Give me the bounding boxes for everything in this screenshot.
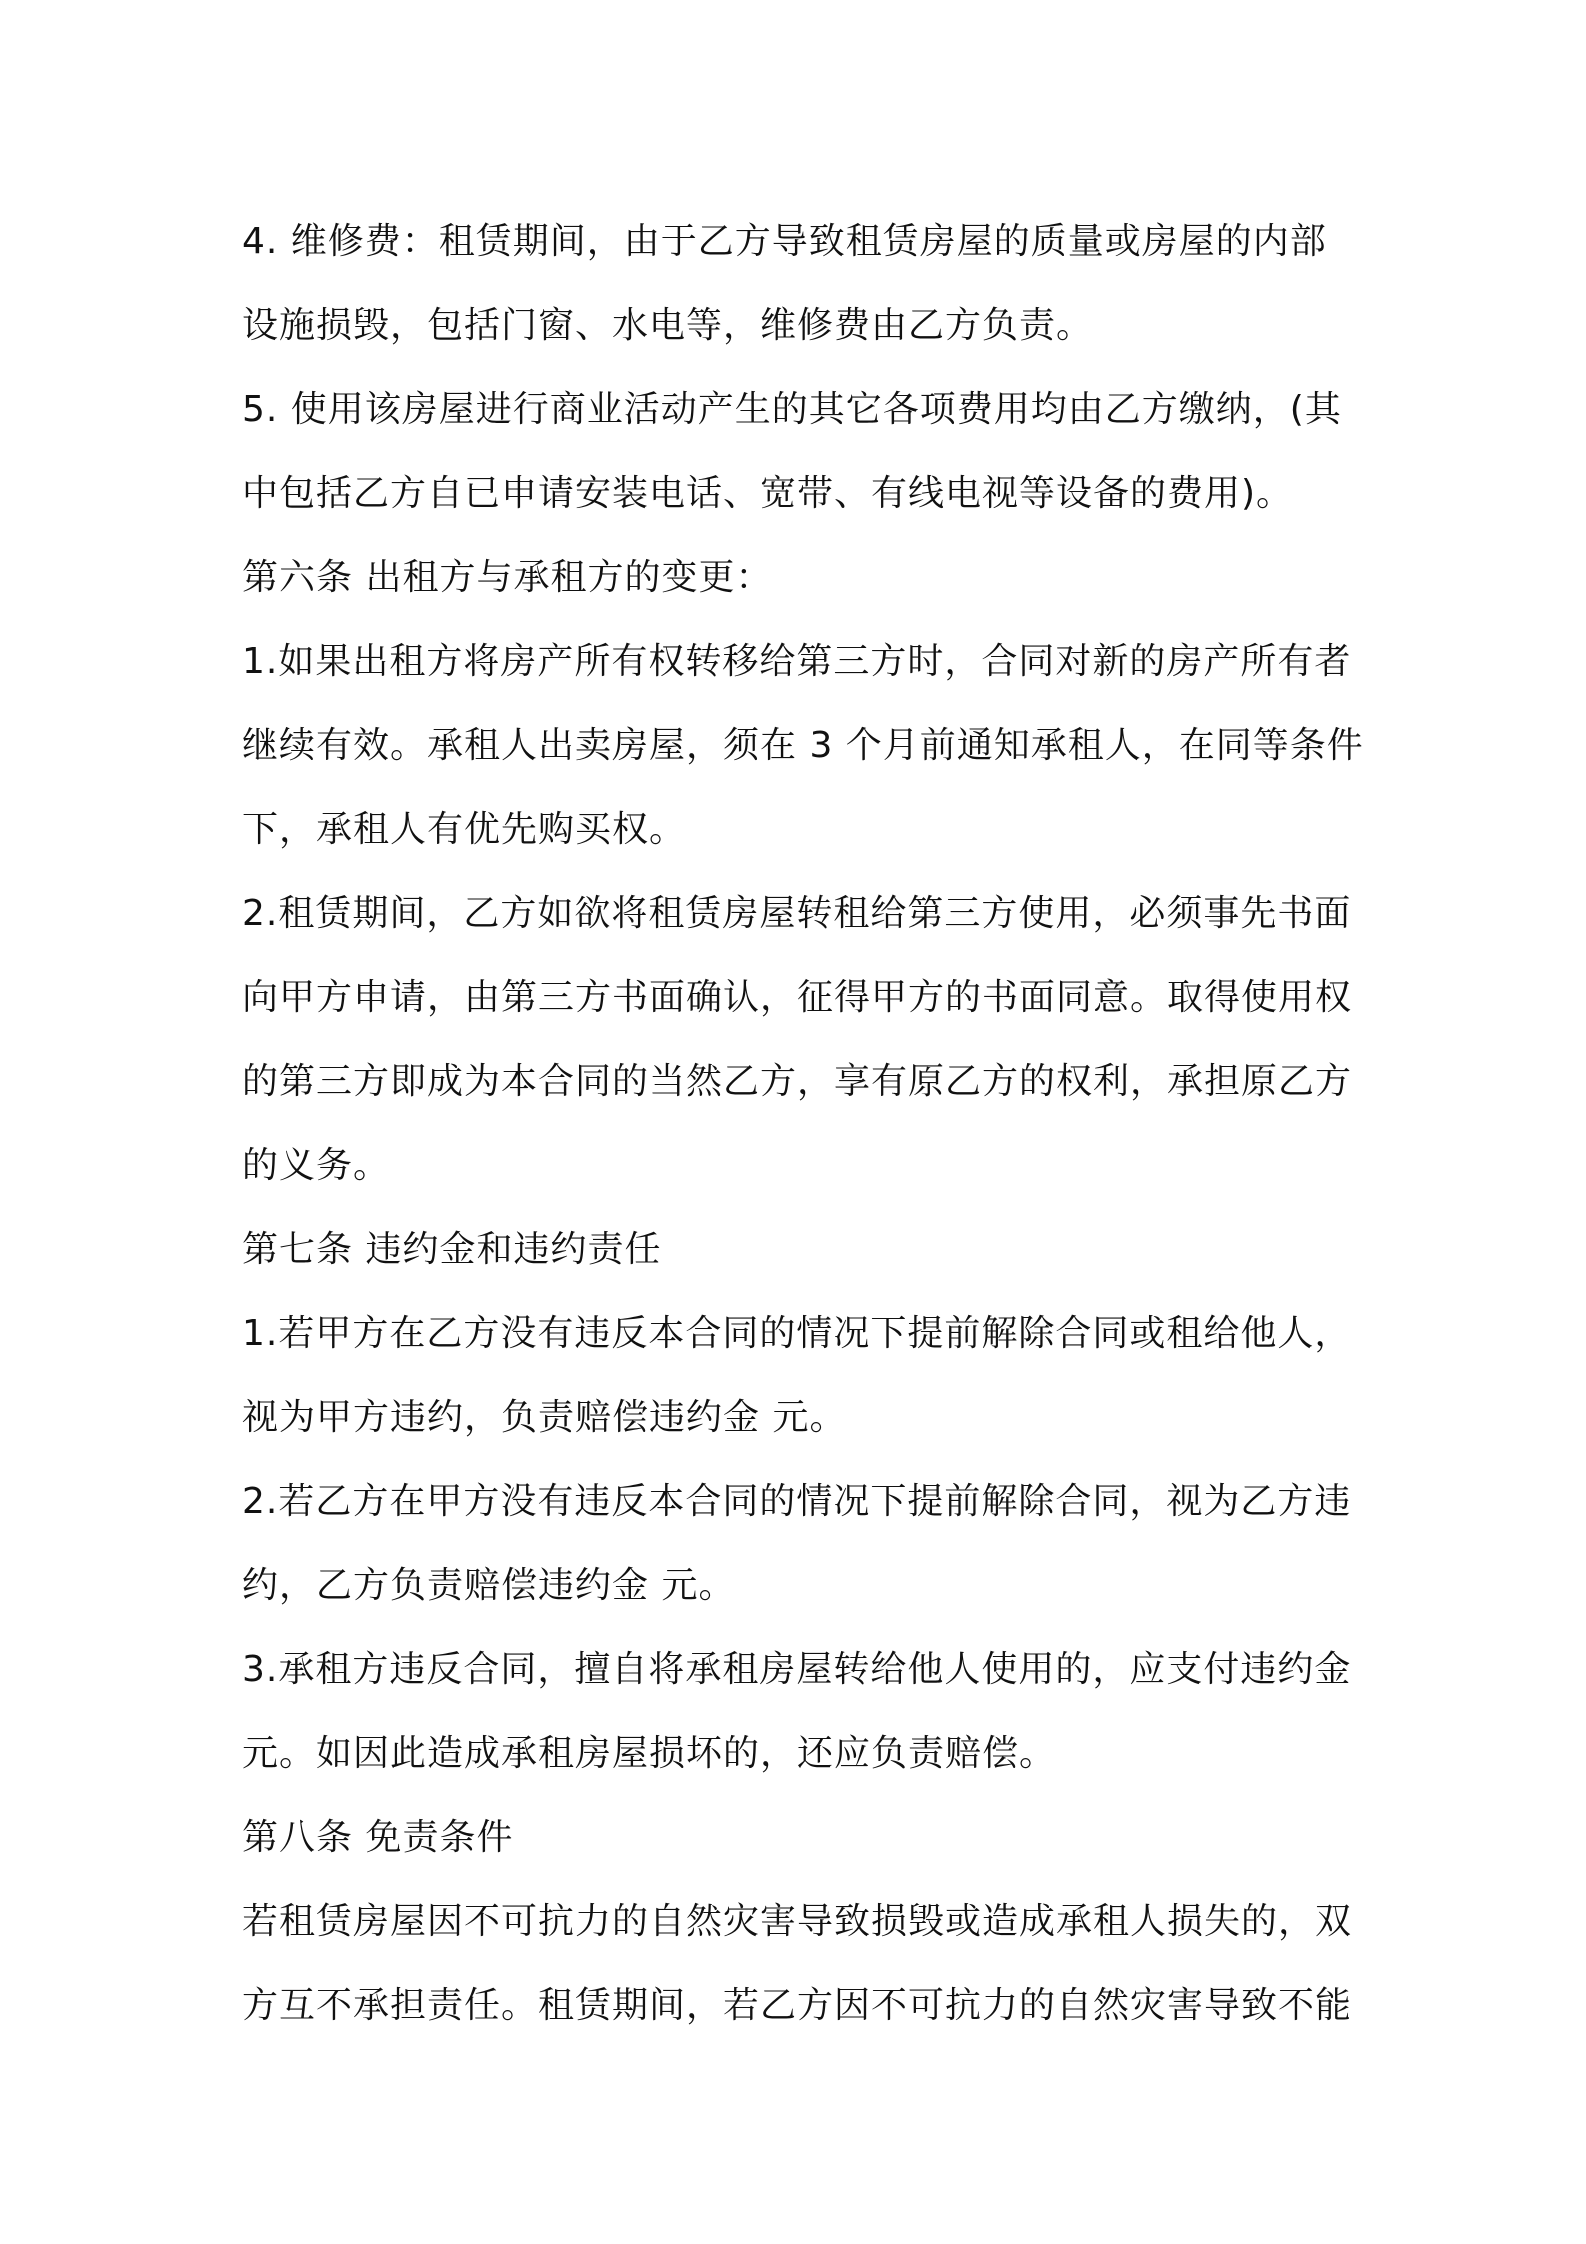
text-line: 的第三方即成为本合同的当然乙方，享有原乙方的权利，承担原乙方 xyxy=(242,1061,1353,1102)
text-line: 若租赁房屋因不可抗力的自然灾害导致损毁或造成承租人损失的，双 xyxy=(242,1901,1353,1942)
section-heading: 第八条 免责条件 xyxy=(242,1817,514,1858)
text-line: 4. 维修费：租赁期间，由于乙方导致租赁房屋的质量或房屋的内部 xyxy=(242,221,1327,262)
text-line: 下，承租人有优先购买权。 xyxy=(242,809,687,850)
text-line: 3.承租方违反合同，擅自将承租房屋转给他人使用的，应支付违约金 xyxy=(242,1649,1352,1690)
text-line: 中包括乙方自已申请安装电话、宽带、有线电视等设备的费用)。 xyxy=(242,473,1294,514)
text-line: 方互不承担责任。租赁期间，若乙方因不可抗力的自然灾害导致不能 xyxy=(242,1985,1353,2026)
document-body xyxy=(242,200,1364,2048)
text-line: 的义务。 xyxy=(242,1145,391,1186)
text-line: 2.租赁期间，乙方如欲将租赁房屋转租给第三方使用，必须事先书面 xyxy=(242,893,1352,934)
text-line: 1.如果出租方将房产所有权转移给第三方时，合同对新的房产所有者 xyxy=(242,641,1352,682)
text-line: 视为甲方违约，负责赔偿违约金 元。 xyxy=(242,1397,847,1438)
text-line: 设施损毁，包括门窗、水电等，维修费由乙方负责。 xyxy=(242,305,1094,346)
text-line: 5. 使用该房屋进行商业活动产生的其它各项费用均由乙方缴纳，(其 xyxy=(242,389,1342,430)
text-line: 2.若乙方在甲方没有违反本合同的情况下提前解除合同，视为乙方违 xyxy=(242,1481,1352,1522)
text-line: 继续有效。承租人出卖房屋，须在 3 个月前通知承租人，在同等条件 xyxy=(242,725,1364,766)
section-heading: 第六条 出租方与承租方的变更： xyxy=(242,557,773,598)
text-line: 约，乙方负责赔偿违约金 元。 xyxy=(242,1565,736,1606)
text-line: 元。如因此造成承租房屋损坏的，还应负责赔偿。 xyxy=(242,1733,1057,1774)
text-line: 向甲方申请，由第三方书面确认，征得甲方的书面同意。取得使用权 xyxy=(242,977,1353,1018)
section-heading: 第七条 违约金和违约责任 xyxy=(242,1229,662,1270)
text-line: 1.若甲方在乙方没有违反本合同的情况下提前解除合同或租给他人， xyxy=(242,1313,1352,1354)
